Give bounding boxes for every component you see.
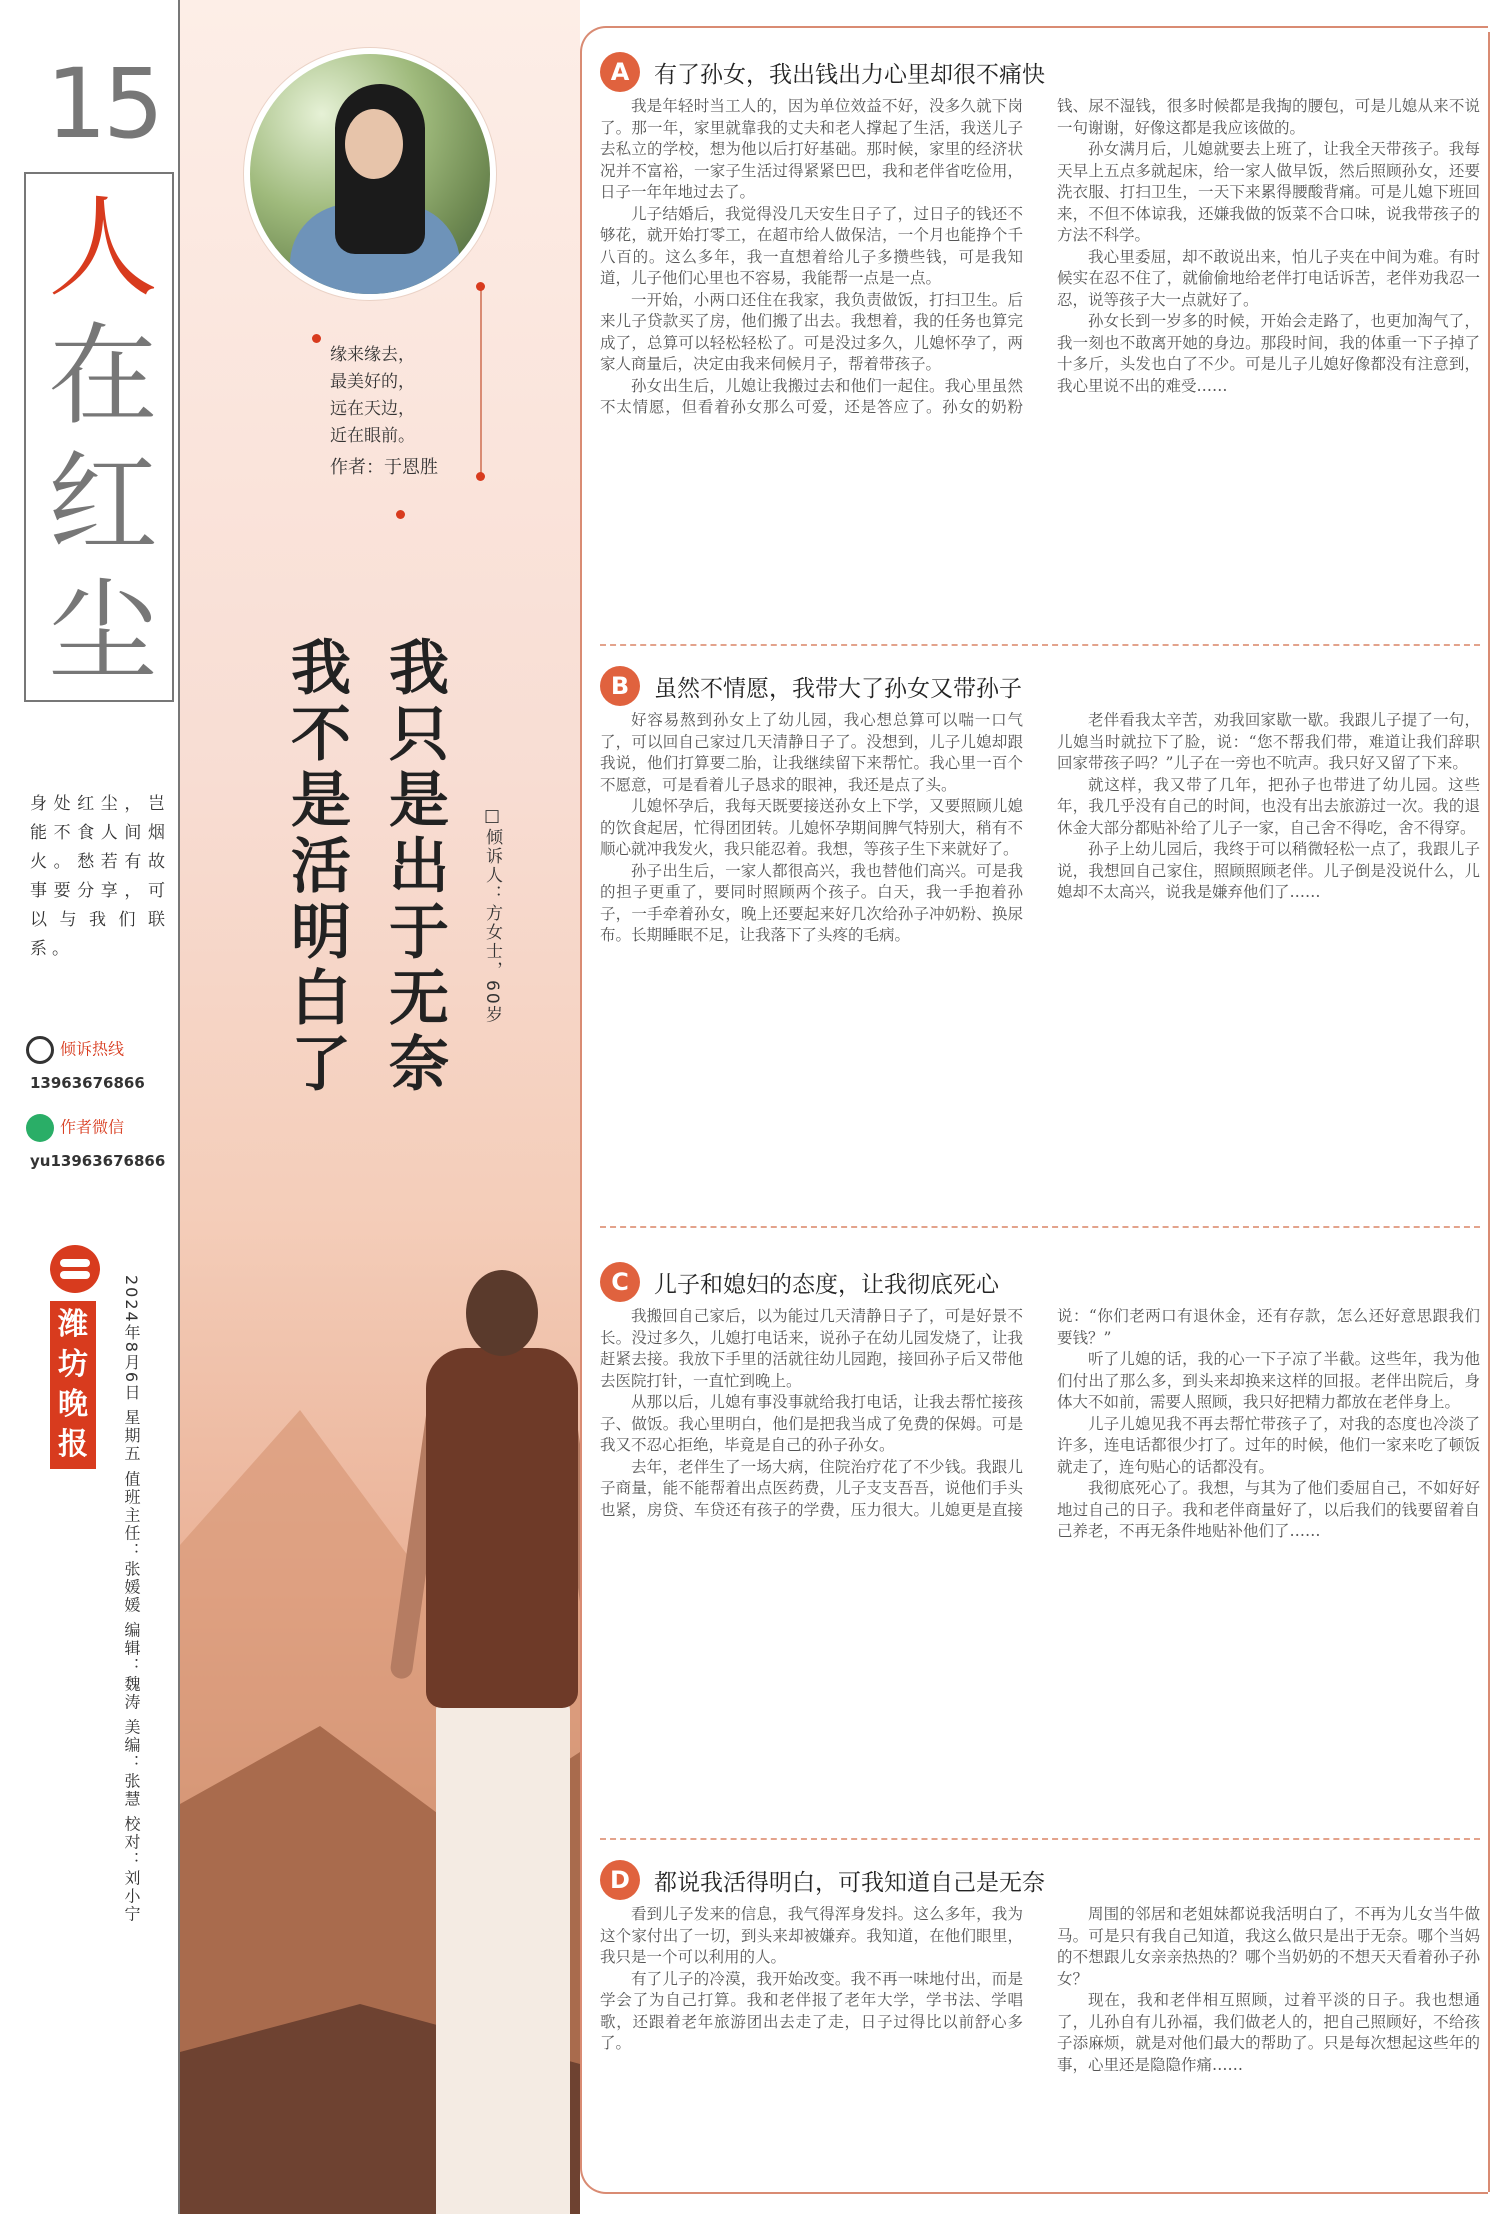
section-body <box>600 96 1480 636</box>
newspaper-name <box>50 1301 96 1469</box>
wechat-contact <box>26 1114 176 1170</box>
decorative-dot <box>312 334 321 343</box>
author-byline: 作者：于恩胜 <box>330 457 438 478</box>
paragraph: 周围的邻居和老姐妹都说我活明白了，不再为儿女当牛做马。可是只有我自己知道，我这么做只是出于无奈。哪个当妈的不想跟儿女亲亲热热的？哪个当奶奶的不想天天看着孙子孙女？ <box>1057 1905 1480 1988</box>
paragraph: 现在，我和老伴相互照顾，过着平淡的日子。我也想通了，儿孙自有儿孙福，我们做老人的，把自己照顾好，不给孩子添麻烦，就是对他们最大的帮助了。只是每次想起这些年的事，心里还是隐隐作痛…… <box>1057 1991 1480 2074</box>
wechat-label: 作者微信 <box>60 1117 125 1137</box>
poem-line: 最美好的， <box>330 372 415 392</box>
section-badge: C <box>600 1262 640 1302</box>
headline-line-1: 我只是出于无奈 <box>379 636 449 1098</box>
confider-byline: □倾诉人：方女士，60岁 <box>482 806 502 1025</box>
section-blurb: 身处红尘，岂能不食人间烟火。愁若有故事要分享，可以与我们联系。 <box>30 794 170 959</box>
article-section-d <box>600 1860 1480 2194</box>
paragraph: 孙女满月后，儿媳就要去上班了，让我全天带孩子。我每天早上五点多就起床，给一家人做早饭，然后照顾孙女，还要洗衣服、打扫卫生，一天下来累得腰酸背痛。可是儿媳下班回来，不但不体谅我，还嫌我做的饭菜不合口味，说我带孩子的方法不科学。 <box>1057 140 1480 244</box>
newspaper-name-char: 坊 <box>58 1347 88 1382</box>
section-divider <box>600 644 1480 646</box>
section-title-char: 在 <box>48 312 158 440</box>
section-body <box>600 1306 1480 1826</box>
section-title-char: 人 <box>48 184 158 312</box>
section-divider <box>600 1838 1480 1840</box>
paragraph: 我是年轻时当工人的，因为单位效益不好，没多久就下岗了。那一年，家里就靠我的丈夫和老人撑起了生活，我送儿子去私立的学校，想为他以后打好基础。那时候，家里的经济状况并不富裕，一家子生活过得紧紧巴巴，我和老伴省吃俭用，日子一年年地过去了。 <box>600 97 1023 201</box>
section-heading: 儿子和媳妇的态度，让我彻底死心 <box>654 1272 999 1298</box>
paragraph: 就这样，我又带了几年，把孙子也带进了幼儿园。这些年，我几乎没有自己的时间，也没有出去旅游过一次。我的退休金大部分都贴补给了儿子一家，自己舍不得吃，舍不得穿。 <box>1057 775 1480 837</box>
hotline-contact <box>26 1036 176 1092</box>
newspaper-name-char: 潍 <box>58 1307 88 1342</box>
decorative-line <box>480 286 482 476</box>
poem-line: 远在天边， <box>330 399 415 419</box>
wechat-id: yu13963676866 <box>30 1152 166 1170</box>
newspaper-name-char: 晚 <box>58 1387 88 1422</box>
paragraph: 我搬回自己家后，以为能过几天清静日子了，可是好景不长。没过多久，儿媳打电话来，说孙子在幼儿园发烧了，让我赶紧去接。我放下手里的活就往幼儿园跑，接回孙子后又带他去医院打针，一直忙到晚上。 <box>600 1307 1023 1390</box>
paragraph: 我彻底死心了。我想，与其为了他们委屈自己，不如好好地过自己的日子。我和老伴商量好了，以后我们的钱要留着自己养老，不再无条件地贴补他们了…… <box>1057 1479 1480 1540</box>
section-heading: 有了孙女，我出钱出力心里却很不痛快 <box>654 62 1045 88</box>
section-title-char: 尘 <box>48 568 158 696</box>
paragraph: 一开始，小两口还住在我家，我负责做饭，打扫卫生。后来儿子贷款买了房，他们搬了出去。我想着，我的任务也算完成了，总算可以轻松轻松了。可是没过多久，儿媳怀孕了，两家人商量后，决定由我来伺候月子，帮着带孩子。 <box>600 290 1023 373</box>
walking-woman-illustration <box>410 1270 580 2214</box>
section-heading: 都说我活得明白，可我知道自己是无奈 <box>654 1870 1045 1896</box>
paragraph: 去年，老伴生了一场大病，住院治疗花了不少钱。我跟儿子商量，能不能帮着出点医药费，儿子支支吾吾，说他们手头也紧，房贷、车贷还有孩子的学费，压力很大。儿媳更是直接说：“你们老两口有退休金，还有存款，怎么还好意思跟我们要钱？” <box>600 1307 1480 1519</box>
feature-poem <box>330 342 480 481</box>
article-section-a <box>600 52 1480 636</box>
author-portrait <box>244 48 496 300</box>
paragraph: 孙女出生后，儿媳让我搬过去和他们一起住。我心里虽然不太情愿，但看着孙女那么可爱，还是答应了。孙女的奶粉钱、尿不湿钱，很多时候都是我掏的腰包，可是儿媳从来不说一句谢谢，好像这都是我应该做的。 <box>600 97 1480 416</box>
decorative-dot <box>476 282 485 291</box>
article-area <box>580 0 1500 2214</box>
section-title-box <box>24 172 174 702</box>
paragraph: 看到儿子发来的信息，我气得浑身发抖。这么多年，我为这个家付出了一切，到头来却被嫌弃。我知道，在他们眼里，我只是一个可以利用的人。 <box>600 1905 1023 1966</box>
hotline-number: 13963676866 <box>30 1074 145 1092</box>
article-section-b <box>600 666 1480 1200</box>
feature-image-column <box>180 0 580 2214</box>
section-title <box>48 184 158 696</box>
article-section-c <box>600 1262 1480 1826</box>
section-title-char: 红 <box>48 440 158 568</box>
section-heading: 虽然不情愿，我带大了孙女又带孙子 <box>654 676 1022 702</box>
section-body <box>600 710 1480 1200</box>
newspaper-logo-icon <box>50 1245 100 1293</box>
paragraph: 儿子结婚后，我觉得没几天安生日子了，过日子的钱还不够花，就开始打零工，在超市给人做保洁，一个月也能挣个千八百的。这么多年，我一直想着给儿子多攒些钱，可是我知道，儿子他们心里也不容易，我能帮一点是一点。 <box>600 204 1023 287</box>
paragraph: 孙子上幼儿园后，我终于可以稍微轻松一点了，我跟儿子说，我想回自己家住，照顾照顾老伴。儿子倒是没说什么，儿媳却不太高兴，说我是嫌弃他们了…… <box>1057 840 1480 901</box>
hotline-label: 倾诉热线 <box>60 1039 125 1059</box>
section-badge: D <box>600 1860 640 1900</box>
paragraph: 听了儿媳的话，我的心一下子凉了半截。这些年，我为他们付出了那么多，到头来却换来这样的回报。老伴出院后，身体大不如前，需要人照顾，我只好把精力都放在老伴身上。 <box>1057 1350 1480 1411</box>
headline-line-2: 我不是活明白了 <box>281 636 351 1098</box>
newspaper-masthead <box>50 1245 100 1469</box>
poem-line: 近在眼前。 <box>330 426 415 446</box>
paragraph: 孙女长到一岁多的时候，开始会走路了，也更加淘气了，我一刻也不敢离开她的身边。那段时间，我的体重一下子掉了十多斤，头发也白了不少。可是儿子儿媳好像都没有注意到，我心里说不出的难受…… <box>1057 312 1480 395</box>
paragraph: 儿媳怀孕后，我每天既要接送孙女上下学，又要照顾儿媳的饮食起居，忙得团团转。儿媳怀孕期间脾气特别大，稍有不顺心就冲我发火，我只能忍着。我想，等孩子生下来就好了。 <box>600 797 1023 858</box>
section-divider <box>600 1226 1480 1228</box>
paragraph: 从那以后，儿媳有事没事就给我打电话，让我去帮忙接孩子、做饭。我心里明白，他们是把我当成了免费的保姆。可是我又不忍心拒绝，毕竟是自己的孙子孙女。 <box>600 1393 1023 1454</box>
paragraph: 我心里委屈，却不敢说出来，怕儿子夹在中间为难。有时候实在忍不住了，就偷偷地给老伴打电话诉苦，老伴劝我忍一忍，说等孩子大一点就好了。 <box>1057 247 1480 309</box>
section-body <box>600 1904 1480 2194</box>
paragraph: 有了儿子的冷漠，我开始改变。我不再一味地付出，而是学会了为自己打算。我和老伴报了老年大学，学书法、学唱歌，还跟着老年旅游团出去走了走，日子过得比以前舒心多了。 <box>600 1969 1023 2052</box>
paragraph: 儿子儿媳见我不再去帮忙带孩子了，对我的态度也冷淡了许多，连电话都很少打了。过年的时候，他们一家来吃了顿饭就走了，连句贴心的话都没有。 <box>1057 1414 1480 1476</box>
section-badge: A <box>600 52 640 92</box>
issue-info: 2024年8月6日 星期五 值班主任：张媛媛 编辑：魏涛 美编：张慧 校对：刘小宁 <box>122 1275 141 1924</box>
paragraph: 好容易熬到孙女上了幼儿园，我心想总算可以喘一口气了，可以回自己家过几天清静日子了。没想到，儿子儿媳却跟我说，他们打算要二胎，让我继续留下来帮忙。我心里一百个不愿意，可是看着儿子恳求的眼神，我还是点了头。 <box>600 711 1023 794</box>
paragraph: 孙子出生后，一家人都很高兴，我也替他们高兴。可是我的担子更重了，要同时照顾两个孩子。白天，我一手抱着孙子，一手牵着孙女，晚上还要起来好几次给孙子冲奶粉、换尿布。长期睡眠不足，让我落下了头疼的毛病。 <box>600 861 1023 944</box>
phone-icon <box>26 1036 54 1064</box>
newspaper-name-char: 报 <box>58 1427 88 1462</box>
section-badge: B <box>600 666 640 706</box>
paragraph: 老伴看我太辛苦，劝我回家歇一歇。我跟儿子提了一句，儿媳当时就拉下了脸，说：“您不帮我们带，难道让我们辞职回家带孩子吗？”儿子在一旁也不吭声。我只好又留了下来。 <box>1057 711 1480 772</box>
poem-line: 缘来缘去， <box>330 345 415 365</box>
page-number: 15 <box>45 48 161 160</box>
left-column <box>0 0 180 2214</box>
decorative-dot <box>396 510 405 519</box>
wechat-icon <box>26 1114 54 1142</box>
